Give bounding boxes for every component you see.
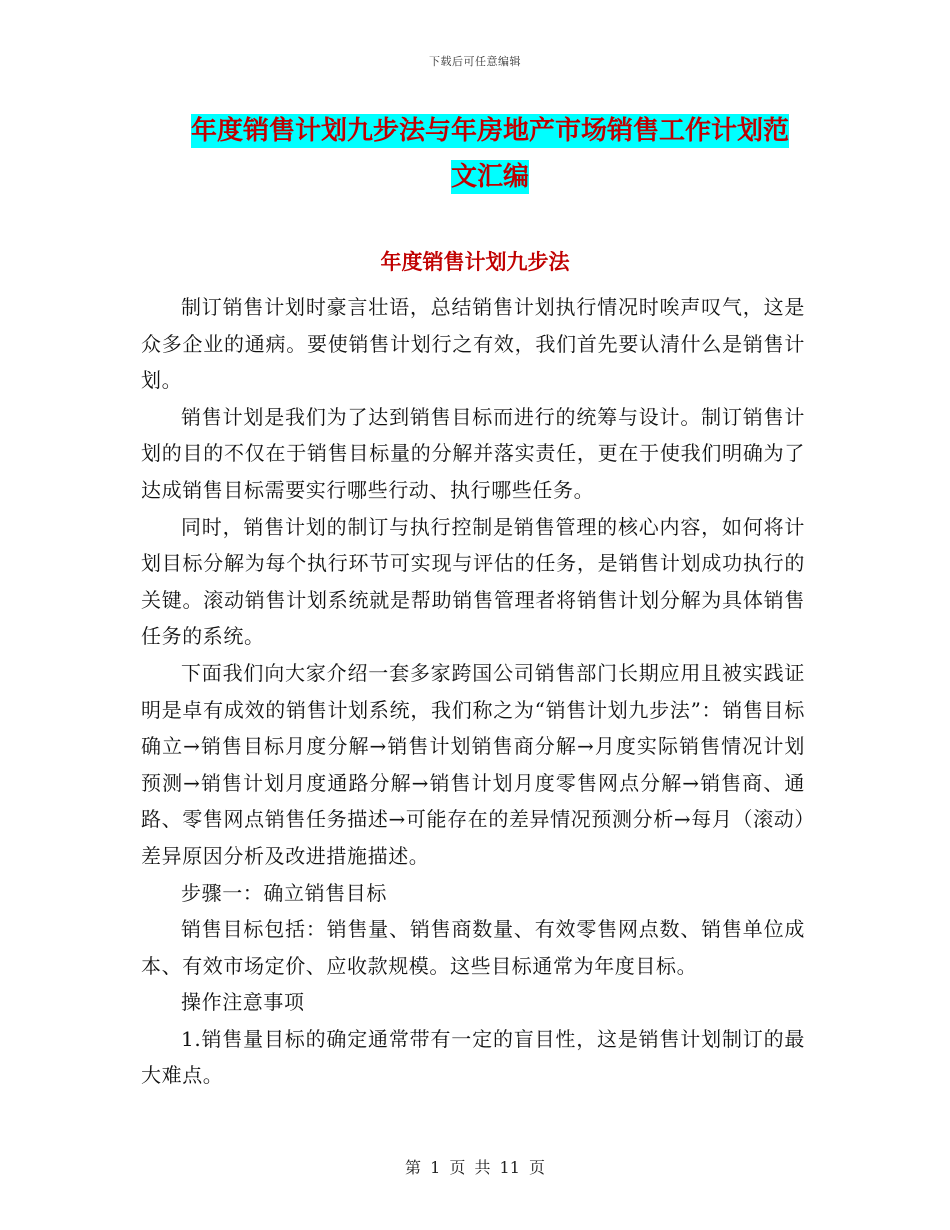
page-footer-number: 第 1 页 共 11 页: [405, 1158, 545, 1177]
document-title-line-1: 年度销售计划九步法与年房地产市场销售工作计划范: [190, 116, 789, 146]
paragraph: 销售目标包括：销售量、销售商数量、有效零售网点数、销售单位成本、有效市场定价、应收款规模。这些目标通常为年度目标。: [141, 917, 805, 978]
step-heading: 步骤一：确立销售目标: [181, 880, 387, 905]
paragraph: 销售计划是我们为了达到销售目标而进行的统筹与设计。制订销售计划的目的不仅在于销售目标量的分解并落实责任，更在于使我们明确为了达成销售目标需要实行哪些行动、执行哪些任务。: [141, 404, 805, 502]
document-title: [150, 108, 830, 200]
subheading: 操作注意事项: [181, 990, 305, 1015]
section-heading: 年度销售计划九步法: [380, 250, 570, 274]
body-text: [141, 289, 805, 1094]
page-header-note: 下载后可任意编辑: [429, 55, 521, 68]
document-title-line-2: 文汇编: [450, 162, 529, 192]
paragraph: 同时，销售计划的制订与执行控制是销售管理的核心内容，如何将计划目标分解为每个执行环节可实现与评估的任务，是销售计划成功执行的关键。滚动销售计划系统就是帮助销售管理者将销售计划分解为具体销售任务的系统。: [141, 514, 805, 649]
paragraph: 下面我们向大家介绍一套多家跨国公司销售部门长期应用且被实践证明是卓有成效的销售计划系统，我们称之为“销售计划九步法”：销售目标确立→销售目标月度分解→销售计划销售商分解→月度实际销售情况计划预测→销售计划月度通路分解→销售计划月度零售网点分解→销售商、通路、零售网点销售任务描述→可能存在的差异情况预测分析→每月（滚动）差异原因分析及改进措施描述。: [141, 660, 805, 868]
paragraph: 制订销售计划时豪言壮语，总结销售计划执行情况时唉声叹气，这是众多企业的通病。要使销售计划行之有效，我们首先要认清什么是销售计划。: [141, 295, 805, 393]
numbered-item: 1.销售量目标的确定通常带有一定的盲目性，这是销售计划制订的最大难点。: [141, 1026, 805, 1088]
